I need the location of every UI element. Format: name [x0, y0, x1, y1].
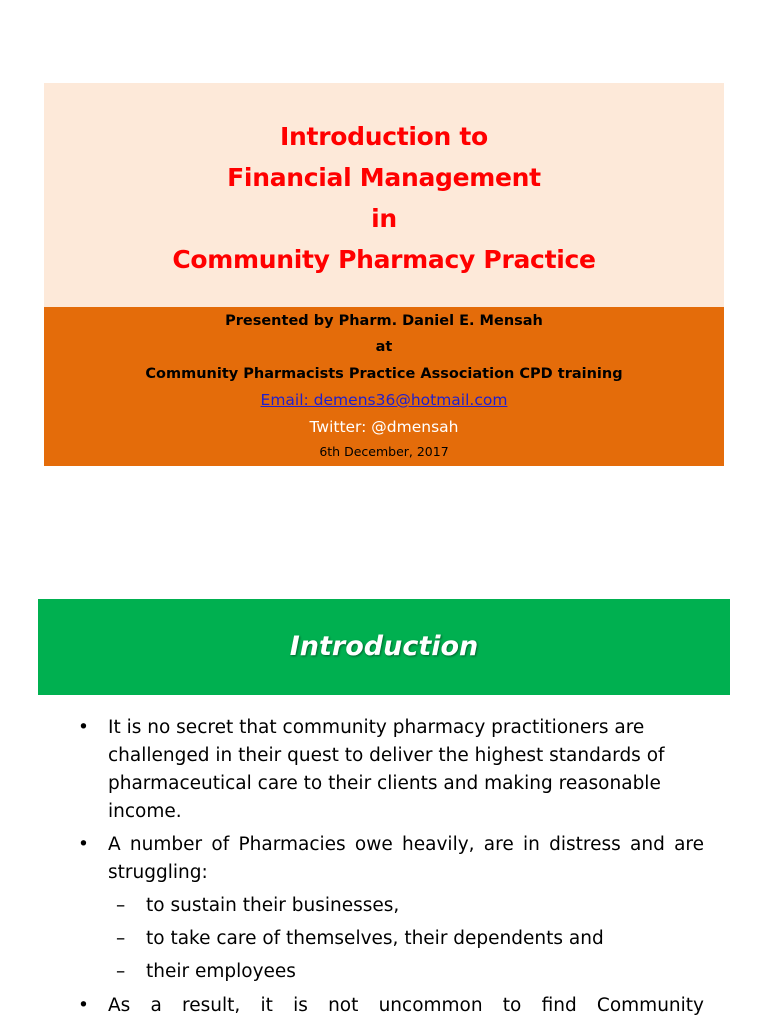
sub-item-text: to take care of themselves, their dependents and — [146, 928, 604, 949]
event-name: Community Pharmacists Practice Association CPD training — [145, 366, 623, 382]
bullet-marker: • — [78, 995, 89, 1016]
title-panel — [44, 83, 724, 307]
bullet-marker: • — [78, 717, 89, 738]
bullet-item — [78, 831, 704, 887]
presenter-panel — [44, 307, 724, 466]
presentation-date: 6th December, 2017 — [319, 444, 449, 459]
presenter-name: Presented by Pharm. Daniel E. Mensah — [225, 313, 543, 329]
presentation-title — [44, 116, 724, 280]
sub-item — [78, 892, 704, 920]
sub-item — [78, 925, 704, 953]
sub-item — [78, 958, 704, 986]
sub-item-marker: – — [116, 928, 126, 949]
section-heading: Introduction — [289, 631, 479, 662]
bullet-marker: • — [78, 834, 89, 855]
sub-item-marker: – — [116, 961, 126, 982]
sub-item-marker: – — [116, 895, 126, 916]
bullet-text: It is no secret that community pharmacy practitioners are challenged in their quest to deliver the highest standards of pharmaceutical care to their clients and making reasonable income. — [108, 717, 665, 822]
title-line-3: in — [371, 204, 397, 233]
section-heading-band — [38, 599, 730, 695]
bullet-text: A number of Pharmacies owe heavily, are in distress and are struggling: — [108, 834, 704, 883]
title-line-2: Financial Management — [227, 163, 541, 192]
bullet-text: As a result, it is not uncommon to find Community — [108, 995, 704, 1016]
bullet-item — [78, 714, 704, 826]
title-line-1: Introduction to — [280, 122, 488, 151]
title-line-4: Community Pharmacy Practice — [172, 245, 596, 274]
presenter-at: at — [375, 339, 393, 355]
email-link[interactable]: Email: demens36@hotmail.com — [260, 391, 508, 409]
twitter-handle: Twitter: @dmensah — [309, 418, 459, 436]
slide-body — [78, 714, 704, 1025]
sub-item-text: to sustain their businesses, — [146, 895, 400, 916]
bullet-item — [78, 992, 704, 1020]
sub-item-text: their employees — [146, 961, 296, 982]
